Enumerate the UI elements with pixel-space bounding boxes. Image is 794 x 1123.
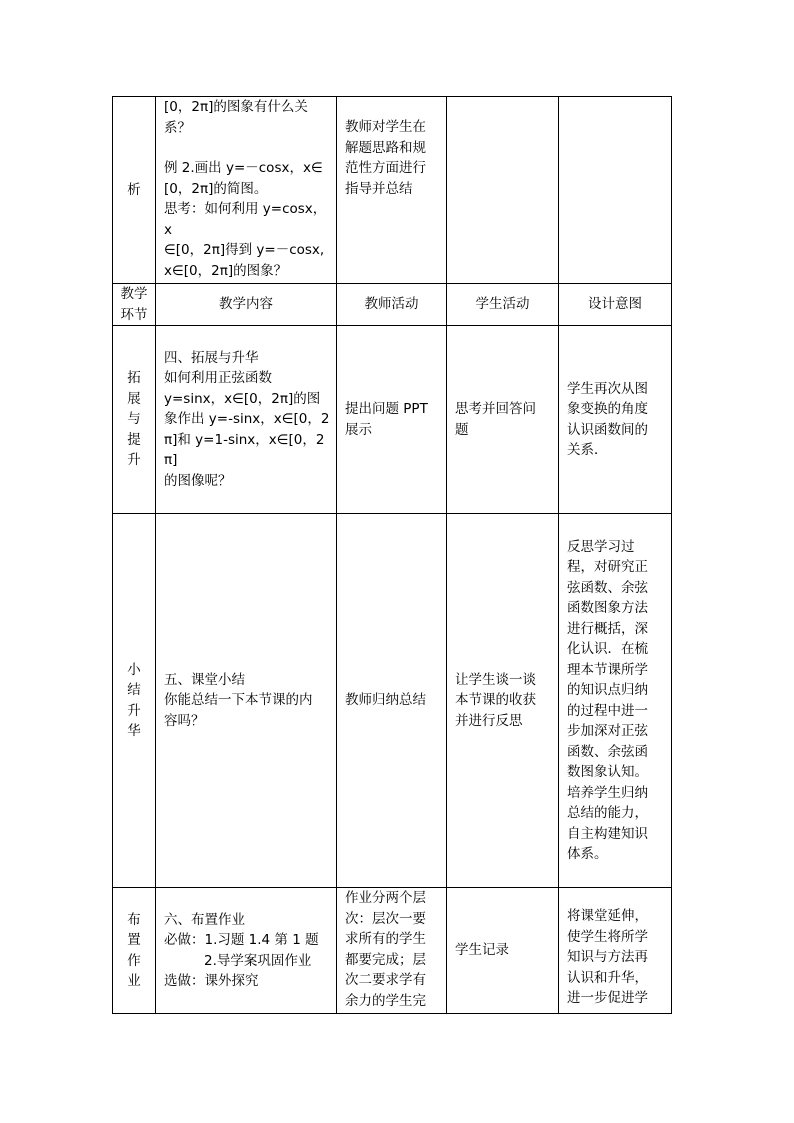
teacher-cell bbox=[337, 97, 447, 284]
stage-text: 置 bbox=[127, 932, 141, 948]
content-line: 的图像呢？ bbox=[164, 472, 232, 489]
content-line: ∈[0，2π]得到 y=－cosx, bbox=[164, 242, 325, 258]
teacher-line: 作业分两个层 bbox=[345, 890, 426, 906]
teacher-line: 余力的学生完 bbox=[345, 992, 426, 1009]
stage-text: 结 bbox=[127, 682, 141, 698]
teacher-line: 解题思路和规 bbox=[345, 139, 426, 156]
content-cell bbox=[156, 326, 337, 514]
content-cell bbox=[156, 888, 337, 1014]
teacher-line: 指导并总结 bbox=[345, 180, 413, 197]
content-line: 如何利用正弦函数 bbox=[164, 370, 272, 387]
content-line: y=sinx，x∈[0，2π]的图 bbox=[164, 390, 321, 407]
content-line: 你能总结一下本节课的内 bbox=[164, 692, 313, 709]
intent-cell bbox=[559, 97, 672, 284]
teacher-line: 次：层次一要 bbox=[345, 910, 426, 927]
header-stage bbox=[113, 284, 156, 326]
teacher-line: 范性方面进行 bbox=[345, 160, 426, 176]
teacher-cell bbox=[337, 326, 447, 514]
intent-line: 化认识．在梳 bbox=[567, 641, 648, 657]
intent-line: 弦函数、余弦 bbox=[567, 579, 648, 596]
header-student: 学生活动 bbox=[447, 284, 559, 326]
stage-text: 业 bbox=[127, 973, 141, 989]
intent-line: 象变换的角度 bbox=[567, 401, 648, 417]
stage-text: 展 bbox=[127, 390, 141, 407]
teacher-cell bbox=[337, 888, 447, 1014]
content-line: π] bbox=[164, 452, 178, 469]
content-line: 四、拓展与升华 bbox=[164, 349, 259, 366]
header-teacher: 教师活动 bbox=[337, 284, 447, 326]
intent-line: 总结的能力， bbox=[567, 805, 648, 821]
intent-line: 知识与方法再 bbox=[567, 949, 648, 965]
stage-text: 作 bbox=[127, 952, 141, 969]
intent-line: 使学生将所学 bbox=[567, 928, 648, 945]
intent-line: 进行概括，深 bbox=[567, 620, 648, 637]
intent-line: 认识函数间的 bbox=[567, 421, 648, 438]
stage-text: 与 bbox=[127, 411, 141, 428]
content-line: 五、课堂小结 bbox=[164, 671, 245, 688]
teacher-line: 教师归纳总结 bbox=[345, 692, 426, 709]
student-line: 题 bbox=[455, 421, 469, 438]
stage-text: 升 bbox=[127, 452, 141, 469]
stage-cell bbox=[113, 326, 156, 514]
teacher-line: 教师对学生在 bbox=[345, 119, 426, 135]
intent-line: 进一步促进学 bbox=[567, 990, 648, 1006]
header-row bbox=[113, 284, 672, 326]
content-line: 例 2.画出 y=－cosx，x∈ bbox=[164, 160, 323, 176]
stage-text: 拓 bbox=[127, 370, 141, 387]
intent-line: 步加深对正弦 bbox=[567, 723, 648, 739]
student-line: 本节课的收获 bbox=[455, 692, 536, 709]
stage-text: 提 bbox=[127, 431, 141, 448]
content-line: 2.导学案巩固作业 bbox=[204, 952, 312, 969]
intent-line: 学生再次从图 bbox=[567, 380, 648, 397]
table-row bbox=[113, 97, 672, 284]
content-line: 必做：1.习题 1.4 第 1 题 bbox=[164, 932, 319, 948]
student-line: 思考并回答问 bbox=[455, 401, 536, 417]
intent-line: 关系． bbox=[567, 442, 608, 458]
header-stage-line: 教学 bbox=[120, 286, 148, 302]
stage-text: 小 bbox=[127, 661, 141, 678]
content-line: 选做：课外探究 bbox=[164, 973, 259, 989]
teacher-cell bbox=[337, 514, 447, 888]
lesson-plan-table bbox=[112, 96, 672, 1014]
content-line: 思考：如何利用 y=cosx，x bbox=[164, 201, 327, 238]
stage-text: 升 bbox=[127, 702, 141, 719]
intent-line: 将课堂延伸， bbox=[567, 908, 648, 924]
content-line: 六、布置作业 bbox=[164, 911, 245, 928]
intent-line: 的过程中进一 bbox=[567, 702, 648, 719]
content-line: 象作出 y=-sinx，x∈[0，2 bbox=[164, 411, 330, 428]
table-row bbox=[113, 888, 672, 1014]
header-intent: 设计意图 bbox=[559, 284, 672, 326]
intent-cell bbox=[559, 888, 672, 1014]
student-line: 学生记录 bbox=[455, 942, 509, 959]
content-line: [0，2π]的图象有什么关 bbox=[164, 99, 308, 115]
header-stage-line: 环节 bbox=[120, 306, 148, 323]
intent-line: 反思学习过 bbox=[567, 538, 635, 555]
intent-cell bbox=[559, 326, 672, 514]
student-cell bbox=[447, 97, 559, 284]
student-line: 让学生谈一谈 bbox=[455, 671, 536, 688]
stage-text: 华 bbox=[127, 723, 141, 739]
content-line: [0，2π]的简图。 bbox=[164, 180, 268, 197]
intent-line: 自主构建知识 bbox=[567, 825, 648, 842]
intent-line: 理本节课所学 bbox=[567, 661, 648, 678]
table-row bbox=[113, 326, 672, 514]
intent-line: 程，对研究正 bbox=[567, 559, 648, 575]
content-line: π]和 y=1-sinx，x∈[0，2 bbox=[164, 431, 325, 448]
stage-text: 布 bbox=[127, 911, 141, 928]
content-cell bbox=[156, 97, 337, 284]
stage-cell bbox=[113, 888, 156, 1014]
teacher-line: 展示 bbox=[345, 421, 372, 438]
teacher-line: 都要完成；层 bbox=[345, 951, 426, 968]
student-cell bbox=[447, 326, 559, 514]
student-cell bbox=[447, 888, 559, 1014]
stage-text: 析 bbox=[127, 181, 141, 198]
header-content: 教学内容 bbox=[156, 284, 337, 326]
content-cell bbox=[156, 514, 337, 888]
table-row bbox=[113, 514, 672, 888]
intent-line: 函数、余弦函 bbox=[567, 743, 648, 760]
intent-line: 认识和升华， bbox=[567, 969, 648, 986]
teacher-line: 次二要求学有 bbox=[345, 972, 426, 988]
student-cell bbox=[447, 514, 559, 888]
stage-cell bbox=[113, 97, 156, 284]
intent-line: 数图象认知。 bbox=[567, 764, 648, 780]
content-line: 系？ bbox=[164, 119, 191, 136]
teacher-line: 提出问题 PPT bbox=[345, 401, 428, 417]
intent-line: 培养学生归纳 bbox=[567, 784, 648, 801]
content-line: x∈[0，2π]的图象？ bbox=[164, 262, 288, 279]
blank-line bbox=[164, 138, 330, 158]
teacher-line: 求所有的学生 bbox=[345, 931, 426, 947]
intent-line: 函数图象方法 bbox=[567, 600, 648, 616]
student-line: 并进行反思 bbox=[455, 712, 523, 729]
intent-cell bbox=[559, 514, 672, 888]
content-line: 容吗？ bbox=[164, 712, 205, 729]
stage-cell bbox=[113, 514, 156, 888]
intent-line: 体系。 bbox=[567, 846, 608, 862]
intent-line: 的知识点归纳 bbox=[567, 682, 648, 698]
